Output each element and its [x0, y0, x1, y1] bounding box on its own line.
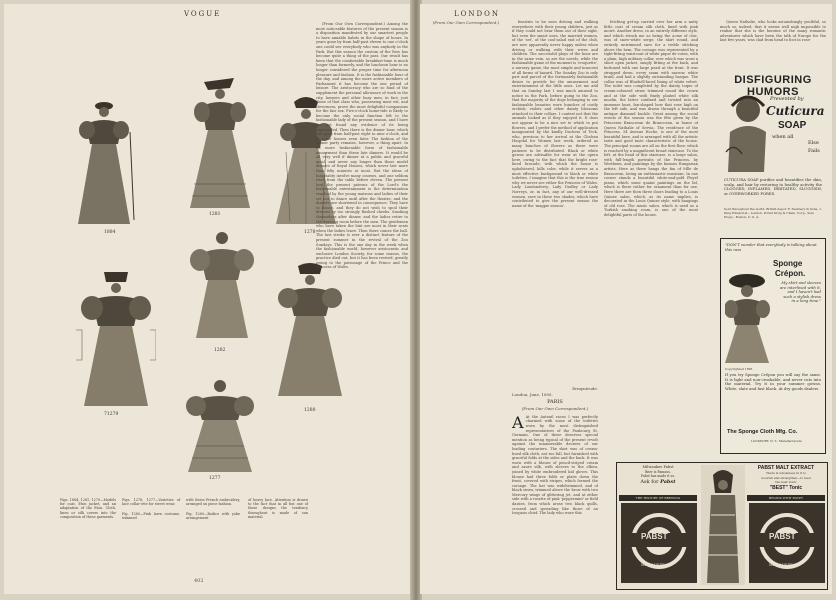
figure-number: 1282	[214, 348, 226, 353]
ad-brand-cuticura: Cuticura	[766, 104, 825, 118]
figure-number: 1884	[104, 230, 116, 235]
figure-caption: Fig. 1280—Pink lawn costume, trimmed	[122, 512, 180, 521]
ad-copyright: Copyrighted 1895	[725, 367, 753, 371]
pabst-line: There is wholeness in it to	[765, 471, 807, 475]
section-heading-paris: PARIS	[547, 399, 563, 406]
pabst-right-header	[747, 465, 825, 496]
right-page	[420, 4, 832, 594]
woman-portrait-icon	[724, 92, 768, 178]
london-column-start	[424, 20, 508, 382]
ad-body-text: If you try Sponge Crêpon you will say the same. It is light and non-crushable, and never cuts into the material. Try it in your summer gowns. White, slate and fast black. At dry goods dealers.	[725, 372, 821, 391]
article-text: (From Our Own Correspondent.) Among the most noticeable features of the present season is a disposition manifested by our smartest people to have amiable habits in the shape of hours. In years gone by from half-past eleven to one o'clock one could see everybody who was anybody in the Park. But this season the custom of the Row has become quite a thing of the past. Our result has been that the comfortable breakfast-time is much longer than formerly, and the luncheon hour is no longer considered the proper time for afternoon pleasure and fashion. It is the fashionable hour of the day, and among the more active members of Parliament it has become the one period of leisure. The aristocracy who are so fond of the supplement the personal allowance of work in the city, lawyers and other busy men, in fact, just those of that class who, possessing most wit, and cleverness, prove the most delightful companions for the fair sex. Five-o'clock home-tide is likely to become the only social function left to the fashionable lady of the present season, and I have not yet found any evidence of its being superseded. Then there is the dinner hour, which has gone from half-past eight to nine o'clock, and in some houses even later. The fashion of the dinner party remains, however, a thing apart. In no more fashionable form of fashionable amusement than these late dinners. It would be all very well if dinner at a public and graceful meal, and never any longer than those model dinners of Royal Houses, which never last more than fifty minutes at most. But the ideas of hospitality involve many courses, and one seldom rises from the table before eleven. The present lord the present patrons of the Lord's the fashionable entertainment is the determination reached by the young matrons and ladies of their set not to dance until after the theatre, and the dinners are shortened in consequence. They have to dance, and they do not wish to spoil their dresses by too strongly flushed cheeks. Smoking themselves after dinner, and the ladies retire to the drawing room before the men. The gentlemen who have taken the hint are most in their seats when the ladies leave. Then there comes the ball. The last stroke is ever a distinct feature of the present summer in the revival of the Zoo Sundays. This is the one day in the week when the fashionable world, however aristocratic and exclusive London Society, for some reason, the practice died out, but it has been revived, greatly owing to the patronage of the Prince and the Princess of Wales.	[316, 22, 408, 270]
fashion-figure-1884	[74, 92, 136, 232]
article-text: fetching get-up carried over her arm a natty little coat of cream silk cloth, lined with pink moiré. Another dress, in an entirely different style, and which struck me as being the acme of chic, was of snow-white serge, the skirt round, and entirely untrimmed save for a treble stitching above the hem. The corsage was represented by a tight-fitting waistcoat of white pique de-coton, with a plain, high military collar, over which was worn a short open jacket, snugly fitting at the back, and buttoned with one large pearl at the front. It was strapped down, every seam with narrow, white braid, and had a slightly outstanding basque. The collar was of Bluebell-laced lining of white velvet. The toilet was completed by the dainty toque of cream-coloured straw trimmed round the crown and at the side with finely plaited white silk muslin, the latter confined and twisted into an immense knot, fan-shaped bow that rose high on the left side, and was drawn through a beautiful antique diamond buckle. Great among the social events of the season was the fête given by the Princesse Brancovan de Brancovan, in honor of Queen Nathalie of Servia. The residence of the Princess, 34 Avenue Hoche, is one of the most beautiful here, and is arranged with all the artistic taste and good taste characteristic of the house. The principal rooms are all on the first floor, which is reached by a magnificent broad staircase. To the left, at the head of this staircase, is a large salon, with full-length portraits of the Princess, by Wertheim, and paintings by the famous Hungarian artists. Here as there hangs the fan of Mlle de Brancovan, being an enthusiastic musician. In one corner stands a beautiful white-and-gold Pleyel piano, which some quaint paintings on the lid, which is there rather for ornament than for use. Here there are then three doors leading to a Louis Quinze salon, which, as its name implies, is decorated in the Louis Quinze style, with hangings of old rose. The music salon, which is used as a Turkish smoking room, is one of the most delightful parts of the house.	[604, 20, 698, 217]
london-column	[512, 20, 598, 386]
article-text: beasties to be seen driving and walking everywhere with their young children, just as if they could not bear them out of their sight, but even the smart ones, the married women, of the 'set', of the cool-salad end of the club, are now apparently never happy unless when driving or walking with their wives and children. The successful plays of the hour are in the same vein, as are the novels, while the fashionable game of the moment is 'croquette', a nursery game, the most simple and innocent of all forms of hazard. The Sunday Zoo is only part and parcel of the fortunately fashionable desire to provide for the amusement and entertainment of the little ones. Let me add that on Sunday last I was much amused to notice in the Park, before going to the Zoo, that the majority of the dogs belonging to our fashionable beauties wore bunches of costly orchids, violets and other dainty blossoms attached to their collars. I contest not that the animals looked as if they enjoyed it. It does not appear to be a nice set to which to put flowers, and I prefer the method of application inaugurated by the kindly Duchess of Teck, who, previous to her arrival at the Chelsea Hospital for Women last week, ordered as many bunches of flowers as there were patients to be distributed. Black or white gowns are advisable for wear at the opera here, owing to the fact that the bright rose-lined brocade, with which the house is upholstered, kills color, while it serves as a most effective background to black or white toilettes. I imagine that this is the true reason why we never see either the Princess of Wales, Lady Londonderry, Lady Dudley or Lady Norreys, or, in fact, any of our well-dressed women, save in these two shades, which have contributed to give the present season the name of the 'magpie season'.	[512, 20, 598, 208]
pabst-line: the best Tonic	[775, 480, 797, 485]
pabst-left-header	[619, 465, 697, 496]
running-head-london: LONDON	[454, 10, 500, 18]
figure-number: 1277	[209, 476, 221, 481]
article-text	[512, 412, 598, 516]
fashion-figure-1282	[186, 226, 256, 346]
ad-soap-label: SOAP	[778, 120, 807, 131]
pabst-malt-title: PABST MALT EXTRACT	[757, 465, 815, 471]
ad-brand-crepon: Crépon.	[775, 269, 806, 278]
ad-fails: Fails	[808, 148, 820, 154]
correspondent-line: (From Our Own Correspondent.)	[521, 406, 589, 412]
pabst-line: nourish and strengthen—to feed	[761, 475, 811, 480]
pabst-best-tonic: "BEST" Tonic	[769, 484, 803, 491]
pabst-seal-left	[621, 503, 697, 587]
pabst-title: Milwaukee Pabst	[642, 465, 674, 469]
ad-maker: The Sponge Cloth Mfg. Co.	[727, 429, 798, 435]
ad-fine-print: Sold throughout the world. British depot: F. Newbery & Sons, 1, King Edward-st., London. Potter Drug & Chem. Corp., Sole Props., Boston, U. S. A.	[724, 207, 822, 219]
article-dateline: London, June, 1895.	[512, 391, 553, 397]
pabst-brand: Pabst	[660, 478, 676, 485]
pabst-seal-subtext: MILWAUKEE	[769, 563, 793, 567]
pabst-line: Pabst has made it so.	[640, 474, 676, 479]
article-text: Queen Nathalie, who looks astonishingly youthful, so much so, indeed, that it seems well nigh impossible to realize that she is the heroine of the many romantic adventures which have been the talk of Europe for the last few years, was clad from head to foot in rose-	[720, 20, 826, 43]
queen-nathalie-column	[720, 20, 826, 74]
ad-body-text: CUTICURA SOAP purifies and beautifies the skin, scalp, and hair by restoring to healthy activity the CLOGGED, INFLAMED, IRRITATED, SLUGGISH, or OVERWORKED PORES.	[724, 177, 822, 196]
pabst-line: Beer is Famous.	[645, 469, 671, 474]
figure-number: 1280	[304, 408, 316, 413]
pabst-seal-subtext: MILWAUKEE	[641, 563, 665, 567]
ad-prevented-by: Prevented by	[770, 96, 804, 102]
fashion-figure-1277	[182, 376, 258, 476]
figure-number: 71279	[104, 412, 119, 417]
figure-caption: Fig. 1280—Bodice with yoke arrangement	[186, 512, 240, 521]
ad-testimonial: My skirt and sleeves are interlined with it, and I haven't had such a stylish dress in a long time."	[779, 280, 821, 304]
figure-number: 1278	[304, 230, 316, 235]
figure-caption: Figs. 1884, 1281, 1279—Models for coat, Eton jacket, and an adaptation of the Eton. Cloth, linen or silk covers into the composition of these garments.	[60, 498, 116, 519]
pabst-seal-right	[749, 503, 825, 587]
sponge-crepon-ad	[720, 238, 826, 454]
pabst-banner: BEGINS WITH EGYPT	[747, 496, 825, 501]
paris-column	[512, 386, 598, 586]
ad-headline: DISFIGURING HUMORS	[734, 74, 812, 98]
figure-number: 1281	[209, 212, 221, 217]
paris-continued-column	[604, 20, 698, 460]
cuticura-ad	[720, 74, 826, 234]
lady-in-hat-icon	[725, 269, 773, 369]
paris-text: At the Auteuil races I was perfectly charmed with some of the toilettes worn by the most distinguished representatives of the Faubourg St. Germain. One of these deserves special mention as being typical of the present revolt against the innumerable decrees of our leading couturiers. The skirt was of cream-hued silk cloth, not too full, but furnished with graceful folds at the sides and the back. It was worn with a blouse of pencil-striped cream and azure silk, with sleeves to the elbow, joined by white embroidered kid gloves. This blouse had three folds or plaits down the front, covered with stripes, which formed the corsage. The hat was widebrimmed, and of black straw, trimmed above the brow with two Mercury wings of glittering jet, and at either side with a rosette of pink 'peppermint' or field daisies, from which arose two black quills, crossed and spreading like those of an Iroquois chief. The lady who wore this	[512, 414, 598, 516]
fashion-figure-1280	[76, 270, 156, 410]
ad-else: Else	[808, 140, 819, 146]
pabst-ad	[616, 462, 828, 590]
left-article-column	[316, 22, 408, 562]
figure-caption: with Swiss French embroidery, arranged on piece fashion.	[186, 498, 240, 507]
running-head-vogue: VOGUE	[184, 10, 222, 18]
drop-cap-a: A	[512, 412, 524, 432]
article-signature: Ermyntrude.	[572, 386, 598, 391]
ad-when-all: when all	[772, 134, 794, 140]
figure-caption: Figs. 1278, 1277—Varieties of lace collar-ette for street wear.	[122, 498, 180, 507]
ad-brand-sponge: Sponge	[773, 259, 803, 268]
page-folio: 402	[194, 578, 204, 584]
pabst-banner: THE HISTORY OF BREWING	[619, 496, 697, 501]
ad-address: LOCKPORT, N. Y., Manufacturers.	[751, 439, 803, 443]
pabst-seal-text: PABST	[641, 532, 668, 541]
ad-intro-quote: "DON'T wonder that everybody is talking about this new	[725, 242, 817, 252]
left-page	[4, 4, 412, 594]
correspondent-line: (From Our Own Correspondent.)	[432, 20, 500, 25]
pabst-ask-for: Ask for	[640, 478, 659, 485]
pabst-ask-line	[619, 479, 697, 485]
pabst-seal-text: PABST	[769, 532, 796, 541]
fashion-figure-1281	[184, 74, 254, 214]
egyptian-figure-icon	[701, 465, 745, 589]
figure-caption: of heavy lace. Attention is drawn to the fact that in all but one of these designs the tendency throughout is made of sun material.	[248, 498, 308, 519]
